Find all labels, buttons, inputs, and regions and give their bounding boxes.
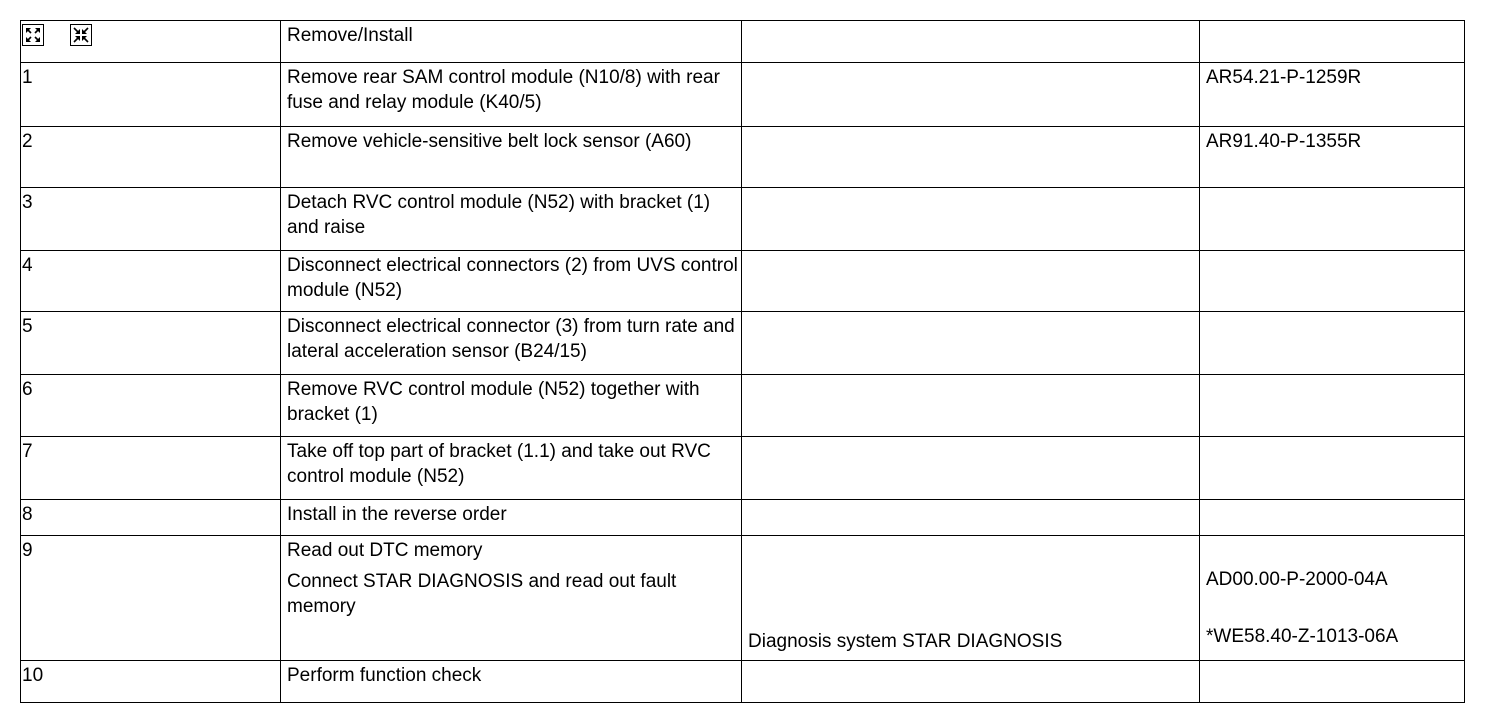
step-text: Perform function check bbox=[281, 661, 742, 703]
header-tool-cell bbox=[742, 21, 1200, 63]
step-tool bbox=[742, 188, 1200, 251]
step-tool[interactable]: Diagnosis system STAR DIAGNOSIS bbox=[748, 631, 1063, 652]
step-ref-link bbox=[1200, 188, 1465, 251]
step-number: 10 bbox=[21, 661, 281, 703]
table-row bbox=[21, 312, 1465, 375]
header-icons-cell bbox=[21, 21, 281, 63]
header-title: Remove/Install bbox=[281, 21, 742, 63]
step-number: 6 bbox=[21, 375, 281, 437]
table-row bbox=[21, 188, 1465, 251]
step-text: Disconnect electrical connectors (2) from UVS control module (N52) bbox=[281, 251, 742, 312]
step-ref-link bbox=[1200, 375, 1465, 437]
step-ref-link bbox=[1200, 500, 1465, 536]
step-number: 8 bbox=[21, 500, 281, 536]
step-text: Remove vehicle-sensitive belt lock sensor (A60) bbox=[281, 127, 742, 188]
table-row bbox=[21, 661, 1465, 703]
step-number: 1 bbox=[21, 63, 281, 127]
step-ref-link bbox=[1200, 312, 1465, 375]
step-number: 2 bbox=[21, 127, 281, 188]
step-tool-cell bbox=[742, 536, 1200, 661]
step-ref-cell bbox=[1200, 536, 1465, 661]
step-ref-link bbox=[1200, 251, 1465, 312]
step-text: Disconnect electrical connector (3) from turn rate and lateral acceleration sensor (B24/15) bbox=[281, 312, 742, 375]
step-text: Take off top part of bracket (1.1) and take out RVC control module (N52) bbox=[281, 437, 742, 500]
step-tool bbox=[742, 661, 1200, 703]
table-header-row bbox=[21, 21, 1465, 63]
step-tool bbox=[742, 251, 1200, 312]
step-number: 7 bbox=[21, 437, 281, 500]
step-text-cell bbox=[281, 536, 742, 661]
table-row bbox=[21, 251, 1465, 312]
step-text: Remove RVC control module (N52) together with bracket (1) bbox=[281, 375, 742, 437]
step-number: 9 bbox=[21, 536, 281, 661]
step-tool bbox=[742, 312, 1200, 375]
table-row bbox=[21, 127, 1465, 188]
step-tool bbox=[742, 127, 1200, 188]
header-ref-cell bbox=[1200, 21, 1465, 63]
procedure-table bbox=[20, 20, 1465, 703]
table-row bbox=[21, 375, 1465, 437]
table-row bbox=[21, 63, 1465, 127]
step-number: 4 bbox=[21, 251, 281, 312]
step-ref-link[interactable]: AD00.00-P-2000-04A bbox=[1206, 569, 1388, 590]
table-row bbox=[21, 500, 1465, 536]
step-tool bbox=[742, 437, 1200, 500]
step-ref-link bbox=[1200, 437, 1465, 500]
step-tool bbox=[742, 500, 1200, 536]
table-row bbox=[21, 437, 1465, 500]
collapse-icon[interactable] bbox=[70, 24, 92, 46]
step-ref2-link[interactable]: *WE58.40-Z-1013-06A bbox=[1206, 626, 1399, 647]
expand-icon[interactable] bbox=[22, 24, 44, 46]
step-ref-link[interactable]: AR54.21-P-1259R bbox=[1200, 63, 1465, 127]
step-ref-link[interactable]: AR91.40-P-1355R bbox=[1200, 127, 1465, 188]
step-subtext: Connect STAR DIAGNOSIS and read out fault memory bbox=[287, 571, 677, 617]
step-number: 3 bbox=[21, 188, 281, 251]
table-row bbox=[21, 536, 1465, 661]
step-tool bbox=[742, 63, 1200, 127]
step-tool bbox=[742, 375, 1200, 437]
step-text: Remove rear SAM control module (N10/8) with rear fuse and relay module (K40/5) bbox=[281, 63, 742, 127]
step-text: Install in the reverse order bbox=[281, 500, 742, 536]
step-text: Detach RVC control module (N52) with bracket (1) and raise bbox=[281, 188, 742, 251]
step-ref-link bbox=[1200, 661, 1465, 703]
step-number: 5 bbox=[21, 312, 281, 375]
step-text: Read out DTC memory bbox=[287, 540, 483, 561]
